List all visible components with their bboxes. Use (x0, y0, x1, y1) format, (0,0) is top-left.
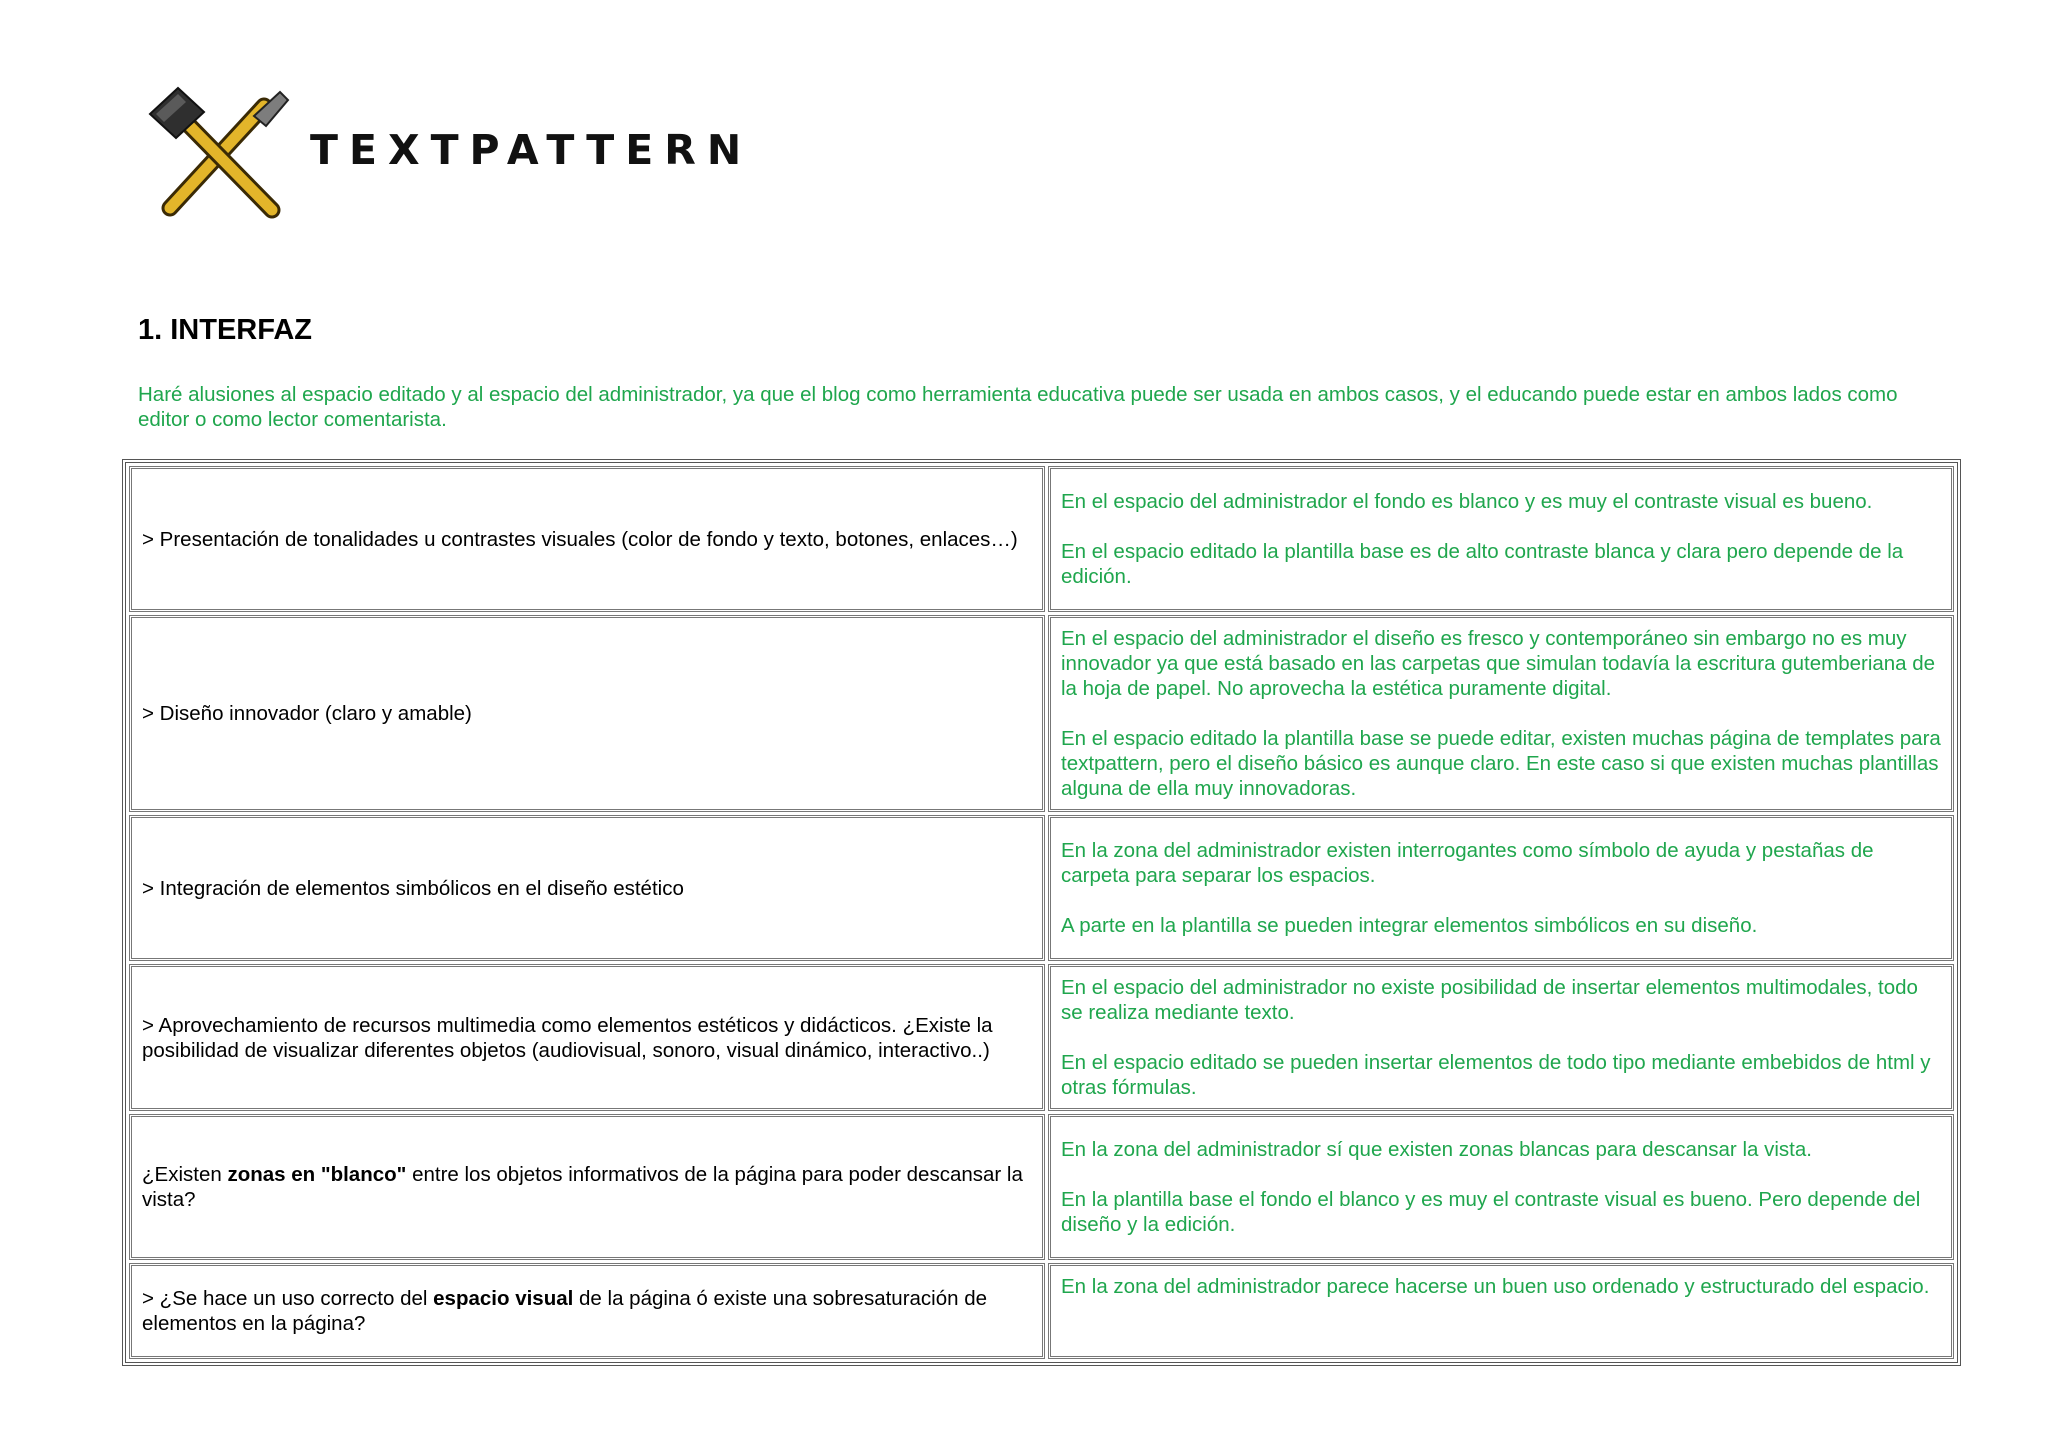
assessment-cell (1048, 1114, 1954, 1260)
logo-wordmark: TEXTPATTERN (310, 126, 753, 174)
table-row (129, 815, 1954, 961)
criterion-text: entre los objetos informativos de la página para poder descansar la vista? (142, 1163, 1023, 1211)
criterion-emphasis: espacio visual (433, 1287, 574, 1310)
criterion-cell (129, 1114, 1045, 1260)
assessment-text: En el espacio del administrador el diseño es fresco y contemporáneo sin embargo no es muy innovador ya que está basado en las carpetas que simulan todavía la escritura gutemberiana de la hoja de papel. No aprovecha la estética puramente digital. (1061, 627, 1936, 700)
criterion-cell: > Integración de elementos simbólicos en el diseño estético (129, 815, 1045, 961)
criterion-text: ¿Existen (142, 1163, 228, 1186)
criterion-cell: > Diseño innovador (claro y amable) (129, 615, 1045, 812)
table-row (129, 964, 1954, 1111)
assessment-text: En el espacio editado la plantilla base es de alto contraste blanca y clara pero depende de la edición. (1061, 540, 1904, 588)
assessment-cell (1048, 466, 1954, 612)
criterion-cell (129, 1263, 1045, 1359)
assessment-text: A parte en la plantilla se pueden integrar elementos simbólicos en su diseño. (1061, 914, 1758, 937)
assessment-text: En la plantilla base el fondo el blanco y es muy el contraste visual es bueno. Pero depende del diseño y la edición. (1061, 1188, 1921, 1236)
assessment-text: En el espacio del administrador el fondo es blanco y es muy el contraste visual es bueno. (1061, 490, 1873, 513)
section-title: 1. INTERFAZ (138, 314, 313, 346)
assessment-cell (1048, 964, 1954, 1111)
criterion-text: de la página ó existe una sobresaturación de elementos en la página? (142, 1287, 988, 1335)
assessment-cell (1048, 815, 1954, 961)
assessment-text: En el espacio del administrador no existe posibilidad de insertar elementos multimodales, todo se realiza mediante texto. (1061, 976, 1918, 1024)
table-row (129, 466, 1954, 612)
criterion-text: > ¿Se hace un uso correcto del (142, 1287, 434, 1310)
table-row (129, 1263, 1954, 1359)
intro-paragraph: Haré alusiones al espacio editado y al espacio del administrador, ya que el blog como herramienta educativa puede ser usada en ambos casos, y el educando puede estar en ambos lados como editor o como lector comentarista. (138, 383, 1898, 431)
assessment-text: En el espacio editado se pueden insertar elementos de todo tipo mediante embebidos de html y otras fórmulas. (1061, 1051, 1931, 1099)
assessment-text: En la zona del administrador sí que existen zonas blancas para descansar la vista. (1061, 1138, 1812, 1161)
assessment-text: En la zona del administrador existen interrogantes como símbolo de ayuda y pestañas de carpeta para separar los espacios. (1061, 839, 1874, 887)
assessment-cell (1048, 615, 1954, 812)
crossed-hammer-chisel-icon (146, 86, 296, 226)
table-row (129, 615, 1954, 812)
textpattern-logo (146, 86, 753, 226)
assessment-text: En la zona del administrador parece hacerse un buen uso ordenado y estructurado del espacio. (1061, 1275, 1930, 1298)
assessment-text: En el espacio editado la plantilla base se puede editar, existen muchas página de templates para textpattern, pero el diseño básico es aunque claro. En este caso si que existen muchas plantillas alguna de ella muy innovadoras. (1061, 727, 1941, 800)
criterion-cell: > Presentación de tonalidades u contrastes visuales (color de fondo y texto, botones, enlaces…) (129, 466, 1045, 612)
criterion-cell: > Aprovechamiento de recursos multimedia como elementos estéticos y didácticos. ¿Existe la posibilidad de visualizar diferentes objetos (audiovisual, sonoro, visual dinámico, interactivo..) (129, 964, 1045, 1111)
evaluation-table (122, 459, 1961, 1366)
criterion-emphasis: zonas en "blanco" (227, 1163, 407, 1186)
assessment-cell (1048, 1263, 1954, 1359)
table-row (129, 1114, 1954, 1260)
